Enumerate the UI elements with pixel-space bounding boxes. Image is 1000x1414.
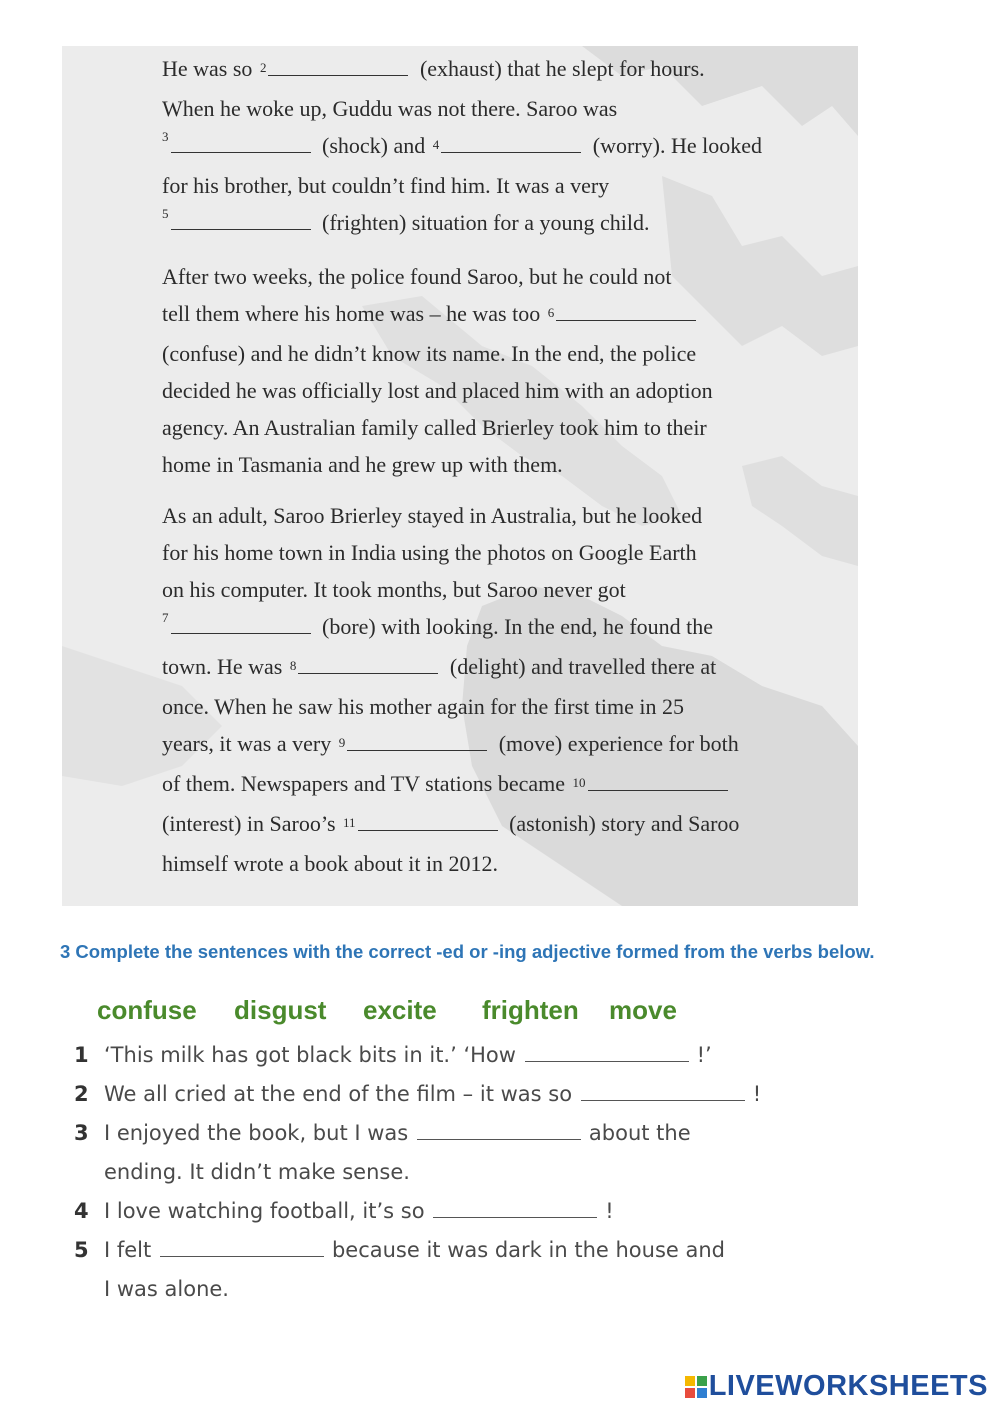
- text-fragment: (move) experience for both: [498, 731, 739, 756]
- exercise-title: 3 Complete the sentences with the correct -ed or -ing adjective formed from the verbs below.: [60, 941, 875, 962]
- text-fragment: agency. An Australian family called Brierley took him to their: [162, 415, 707, 440]
- gap-number: 11: [343, 815, 356, 830]
- sentence-text: !: [752, 1082, 762, 1106]
- text-fragment: himself wrote a book about it in 2012.: [162, 851, 499, 876]
- gap-number: 4: [432, 137, 440, 152]
- answer-blank-2[interactable]: [268, 55, 408, 76]
- gap-number: 10: [572, 775, 586, 790]
- text-fragment: home in Tasmania and he grew up with them.: [162, 452, 563, 477]
- text-fragment: He was so: [162, 56, 253, 81]
- sentence-text: We all cried at the end of the film – it was so: [104, 1082, 573, 1106]
- sentence-text: ending. It didn’t make sense.: [104, 1160, 410, 1184]
- sentence-text: about the: [588, 1121, 691, 1145]
- text-fragment: (interest) in Saroo’s: [162, 811, 336, 836]
- text-fragment: (confuse) and he didn’t know its name. In the end, the police: [162, 341, 697, 366]
- text-fragment: years, it was a very: [162, 731, 332, 756]
- text-fragment: (delight) and travelled there at: [449, 654, 717, 679]
- gap-number: 2: [259, 60, 267, 75]
- gap-number: 9: [338, 735, 346, 750]
- answer-blank-3[interactable]: [171, 132, 311, 153]
- gap-number: 3: [162, 129, 169, 144]
- exercise-sentences: [74, 1036, 834, 1309]
- sentence-text: I was alone.: [104, 1277, 229, 1301]
- answer-blank-10[interactable]: [588, 770, 728, 791]
- answer-field-2[interactable]: [581, 1078, 745, 1101]
- sentence-number: 4: [74, 1199, 89, 1223]
- answer-field-1[interactable]: [525, 1039, 689, 1062]
- gap-number: 6: [547, 305, 555, 320]
- reading-paragraph-3: [162, 497, 822, 882]
- answer-field-5[interactable]: [160, 1234, 324, 1257]
- text-fragment: decided he was officially lost and placed him with an adoption: [162, 378, 713, 403]
- sentence-item: [74, 1075, 834, 1114]
- word-bank: [97, 995, 689, 1029]
- text-fragment: town. He was: [162, 654, 283, 679]
- text-fragment: (astonish) story and Saroo: [509, 811, 740, 836]
- sentence-text: I enjoyed the book, but I was: [104, 1121, 409, 1145]
- reading-paragraph-1: [162, 50, 822, 244]
- sentence-text: I felt: [104, 1238, 152, 1262]
- sentence-item: [74, 1036, 834, 1075]
- text-fragment: for his brother, but couldn’t find him. It was a very: [162, 173, 610, 198]
- sentence-item: [74, 1114, 834, 1192]
- word-bank-item: disgust: [234, 995, 327, 1025]
- text-fragment: (frighten) situation for a young child.: [322, 210, 650, 235]
- text-fragment: After two weeks, the police found Saroo, but he could not: [162, 264, 672, 289]
- logo-text: LIVEWORKSHEETS: [708, 1370, 988, 1402]
- answer-blank-7[interactable]: [171, 613, 311, 634]
- text-fragment: (worry). He looked: [592, 133, 762, 158]
- sentence-number: 3: [74, 1121, 89, 1145]
- text-fragment: When he woke up, Guddu was not there. Saroo was: [162, 96, 618, 121]
- word-bank-item: frighten: [482, 995, 579, 1025]
- answer-blank-8[interactable]: [298, 653, 438, 674]
- sentence-number: 1: [74, 1043, 89, 1067]
- liveworksheets-logo[interactable]: [685, 1370, 988, 1403]
- sentence-text: !: [605, 1199, 614, 1223]
- word-bank-item: move: [609, 995, 677, 1025]
- sentence-number: 2: [74, 1082, 89, 1106]
- text-fragment: (bore) with looking. In the end, he found the: [322, 614, 714, 639]
- text-fragment: of them. Newspapers and TV stations became: [162, 771, 566, 796]
- reading-panel: [62, 46, 858, 906]
- liveworksheets-logo-icon: [685, 1376, 707, 1398]
- gap-number: 7: [162, 610, 169, 625]
- gap-number: 8: [289, 658, 297, 673]
- text-fragment: tell them where his home was – he was too: [162, 301, 541, 326]
- sentence-text: !’: [696, 1043, 712, 1067]
- answer-blank-4[interactable]: [441, 132, 581, 153]
- text-fragment: once. When he saw his mother again for the first time in 25: [162, 694, 684, 719]
- answer-blank-11[interactable]: [358, 810, 498, 831]
- sentence-text: ‘This milk has got black bits in it.’ ‘How: [104, 1043, 516, 1067]
- sentence-number: 5: [74, 1238, 89, 1262]
- word-bank-item: confuse: [97, 995, 197, 1025]
- sentence-text: I love watching football, it’s so: [104, 1199, 425, 1223]
- answer-blank-6[interactable]: [556, 300, 696, 321]
- sentence-text: because it was dark in the house and: [331, 1238, 725, 1262]
- text-fragment: As an adult, Saroo Brierley stayed in Australia, but he looked: [162, 503, 703, 528]
- answer-blank-9[interactable]: [347, 730, 487, 751]
- reading-paragraph-2: [162, 258, 822, 483]
- sentence-item: [74, 1192, 834, 1231]
- word-bank-item: excite: [363, 995, 437, 1025]
- answer-field-4[interactable]: [433, 1195, 597, 1218]
- text-fragment: on his computer. It took months, but Saroo never got: [162, 577, 626, 602]
- answer-field-3[interactable]: [417, 1117, 581, 1140]
- text-fragment: for his home town in India using the photos on Google Earth: [162, 540, 697, 565]
- gap-number: 5: [162, 206, 169, 221]
- answer-blank-5[interactable]: [171, 209, 311, 230]
- text-fragment: (shock) and: [322, 133, 426, 158]
- sentence-item: [74, 1231, 834, 1309]
- reading-text: [162, 50, 822, 896]
- text-fragment: (exhaust) that he slept for hours.: [419, 56, 705, 81]
